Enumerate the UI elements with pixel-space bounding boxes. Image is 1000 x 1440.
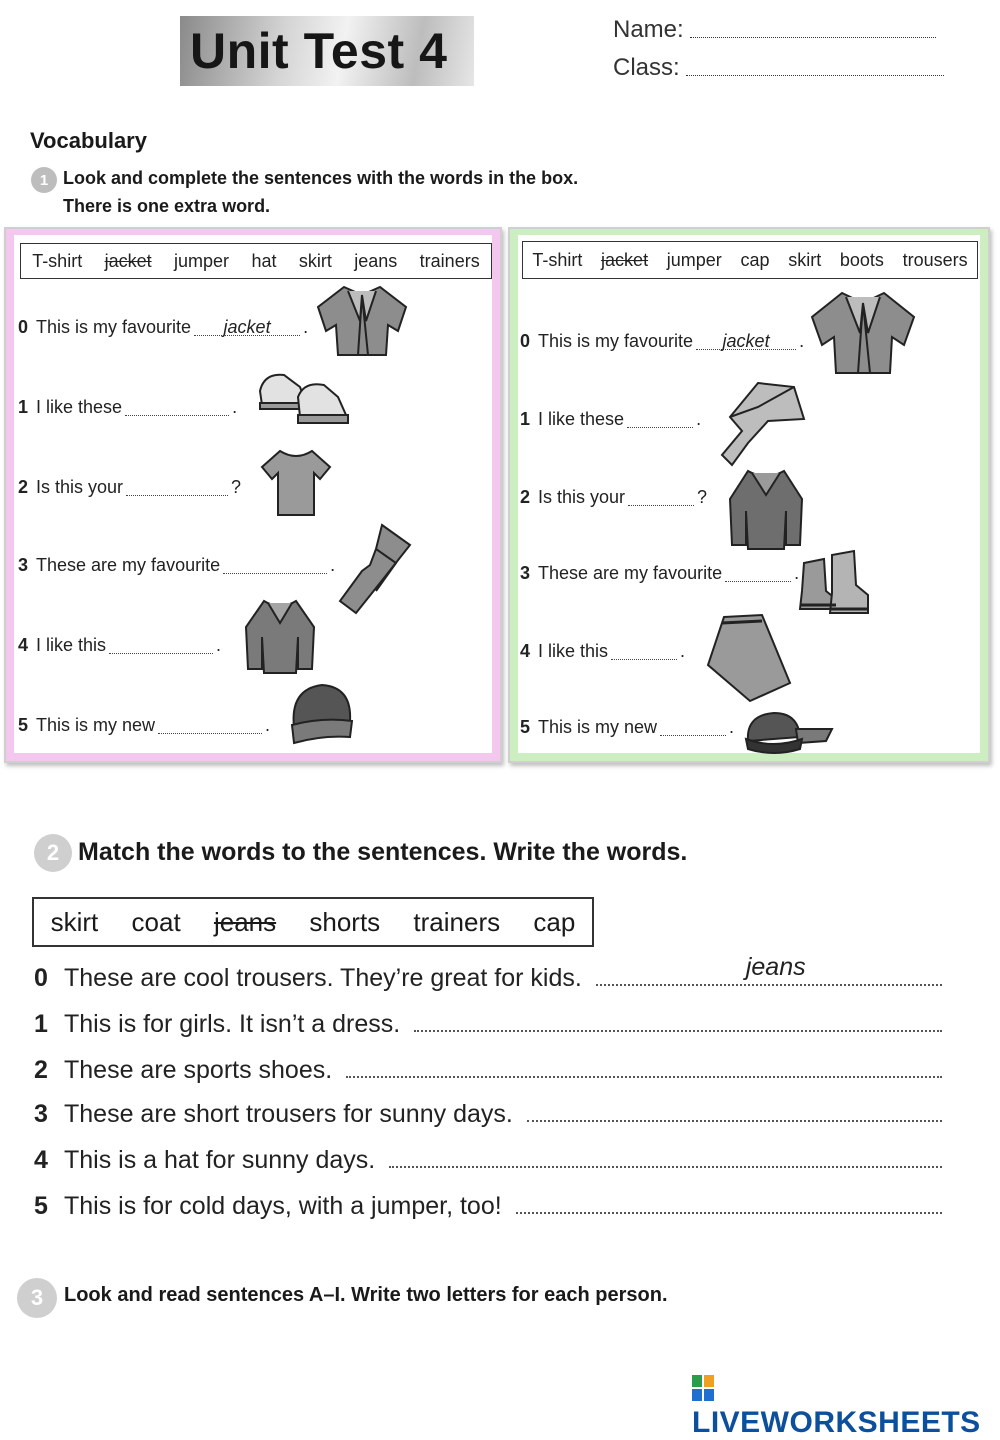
word-cap: cap bbox=[740, 249, 770, 270]
word-trousers: trousers bbox=[902, 249, 968, 270]
word-tshirt: T-shirt bbox=[532, 249, 583, 270]
exercise3-instruction: Look and read sentences A–I. Write two letters for each person. bbox=[64, 1284, 668, 1306]
word-jeans-crossed: jeans bbox=[213, 906, 277, 937]
right-answer-4[interactable] bbox=[611, 641, 677, 660]
right-answer-1[interactable] bbox=[627, 409, 693, 428]
left-panel bbox=[4, 227, 502, 763]
hat-image bbox=[286, 677, 356, 747]
word-skirt: skirt bbox=[50, 906, 99, 937]
right-panel bbox=[508, 227, 990, 763]
section-heading-vocabulary: Vocabulary bbox=[30, 128, 147, 153]
right-answer-2[interactable] bbox=[628, 487, 694, 506]
right-word-box bbox=[522, 241, 978, 279]
name-row bbox=[613, 16, 936, 44]
exercise2-answer-4[interactable] bbox=[389, 1165, 942, 1168]
jacket-image bbox=[808, 287, 918, 377]
name-field[interactable] bbox=[690, 36, 936, 38]
word-cap: cap bbox=[533, 906, 576, 937]
left-answer-2[interactable] bbox=[126, 477, 228, 496]
right-sentence-0: 0 This is my favourite jacket . bbox=[520, 331, 805, 351]
left-sentence-4: 4 I like this . bbox=[18, 635, 222, 655]
left-word-box bbox=[20, 243, 492, 279]
exercise2-sentence-3: 3 These are short trousers for sunny days. bbox=[34, 1100, 942, 1129]
word-jumper: jumper bbox=[174, 250, 230, 271]
word-boots: boots bbox=[839, 249, 884, 270]
left-answer-4[interactable] bbox=[109, 635, 213, 654]
word-jeans: jeans bbox=[354, 250, 398, 271]
trousers-image bbox=[718, 377, 808, 469]
word-tshirt: T-shirt bbox=[32, 250, 83, 271]
exercise3-number: 3 bbox=[17, 1278, 57, 1318]
exercise1-instruction-line1: Look and complete the sentences with the words in the box. bbox=[63, 168, 579, 188]
word-jumper: jumper bbox=[666, 249, 722, 270]
class-field[interactable] bbox=[686, 74, 944, 76]
exercise1-number: 1 bbox=[31, 167, 57, 193]
boots-image bbox=[796, 547, 872, 617]
word-shorts: shorts bbox=[309, 906, 381, 937]
exercise2-sentence-4: 4 This is a hat for sunny days. bbox=[34, 1146, 942, 1175]
left-answer-5[interactable] bbox=[158, 715, 262, 734]
skirt-image bbox=[704, 613, 794, 703]
left-answer-1[interactable] bbox=[125, 397, 229, 416]
left-sentence-2: 2 Is this your ? bbox=[18, 477, 242, 497]
right-sentence-1: 1 I like these . bbox=[520, 409, 702, 429]
exercise2-sentence-2: 2 These are sports shoes. bbox=[34, 1056, 942, 1085]
word-skirt: skirt bbox=[788, 249, 822, 270]
left-sentence-5: 5 This is my new . bbox=[18, 715, 271, 735]
name-label: Name: bbox=[613, 16, 684, 43]
right-answer-3[interactable] bbox=[725, 563, 791, 582]
word-jacket-crossed: jacket bbox=[601, 249, 649, 270]
right-sentence-3: 3 These are my favourite . bbox=[520, 563, 800, 583]
right-panel-content bbox=[518, 235, 980, 753]
left-answer-0: jacket bbox=[194, 317, 300, 336]
exercise2-number: 2 bbox=[34, 834, 72, 872]
word-hat: hat bbox=[251, 250, 277, 271]
exercise2-answer-2[interactable] bbox=[346, 1075, 942, 1078]
exercise2-answer-3[interactable] bbox=[527, 1119, 942, 1122]
page-title: Unit Test 4 bbox=[190, 23, 448, 79]
right-sentence-2: 2 Is this your ? bbox=[520, 487, 708, 507]
class-row bbox=[613, 54, 944, 82]
left-sentence-0: 0 This is my favourite jacket . bbox=[18, 317, 309, 337]
left-answer-3[interactable] bbox=[223, 555, 327, 574]
tshirt-image bbox=[260, 447, 332, 519]
jacket-image bbox=[314, 281, 410, 359]
liveworksheets-logo-icon bbox=[692, 1375, 714, 1401]
jumper-image bbox=[726, 467, 806, 553]
exercise2-sentence-0: 0 These are cool trousers. They’re great for kids. jeans bbox=[34, 964, 942, 993]
jumper-image bbox=[242, 597, 318, 677]
word-skirt: skirt bbox=[298, 250, 332, 271]
right-answer-0: jacket bbox=[696, 331, 796, 350]
jeans-image bbox=[336, 521, 416, 617]
exercise1-instruction-line2: There is one extra word. bbox=[63, 196, 271, 216]
exercise2-word-box bbox=[32, 897, 594, 947]
word-coat: coat bbox=[131, 906, 181, 937]
exercise2-answer-0: jeans bbox=[596, 983, 942, 986]
exercise2-answer-5[interactable] bbox=[516, 1211, 942, 1214]
left-sentence-3: 3 These are my favourite . bbox=[18, 555, 336, 575]
trainers-image bbox=[254, 363, 354, 433]
exercise2-sentence-5: 5 This is for cold days, with a jumper, too! bbox=[34, 1192, 942, 1221]
word-trainers: trainers bbox=[419, 250, 480, 271]
left-panel-content bbox=[14, 235, 492, 753]
exercise2-sentence-1: 1 This is for girls. It isn’t a dress. bbox=[34, 1010, 942, 1039]
cap-image bbox=[740, 707, 836, 757]
right-answer-5[interactable] bbox=[660, 717, 726, 736]
word-jacket-crossed: jacket bbox=[104, 250, 152, 271]
exercise2-answer-1[interactable] bbox=[414, 1029, 942, 1032]
liveworksheets-logo: LIVEWORKSHEETS bbox=[692, 1372, 1000, 1440]
right-sentence-5: 5 This is my new . bbox=[520, 717, 735, 737]
exercise2-instruction: Match the words to the sentences. Write the words. bbox=[78, 838, 688, 866]
right-sentence-4: 4 I like this . bbox=[520, 641, 686, 661]
class-label: Class: bbox=[613, 54, 680, 81]
word-trainers: trainers bbox=[413, 906, 501, 937]
left-sentence-1: 1 I like these . bbox=[18, 397, 238, 417]
